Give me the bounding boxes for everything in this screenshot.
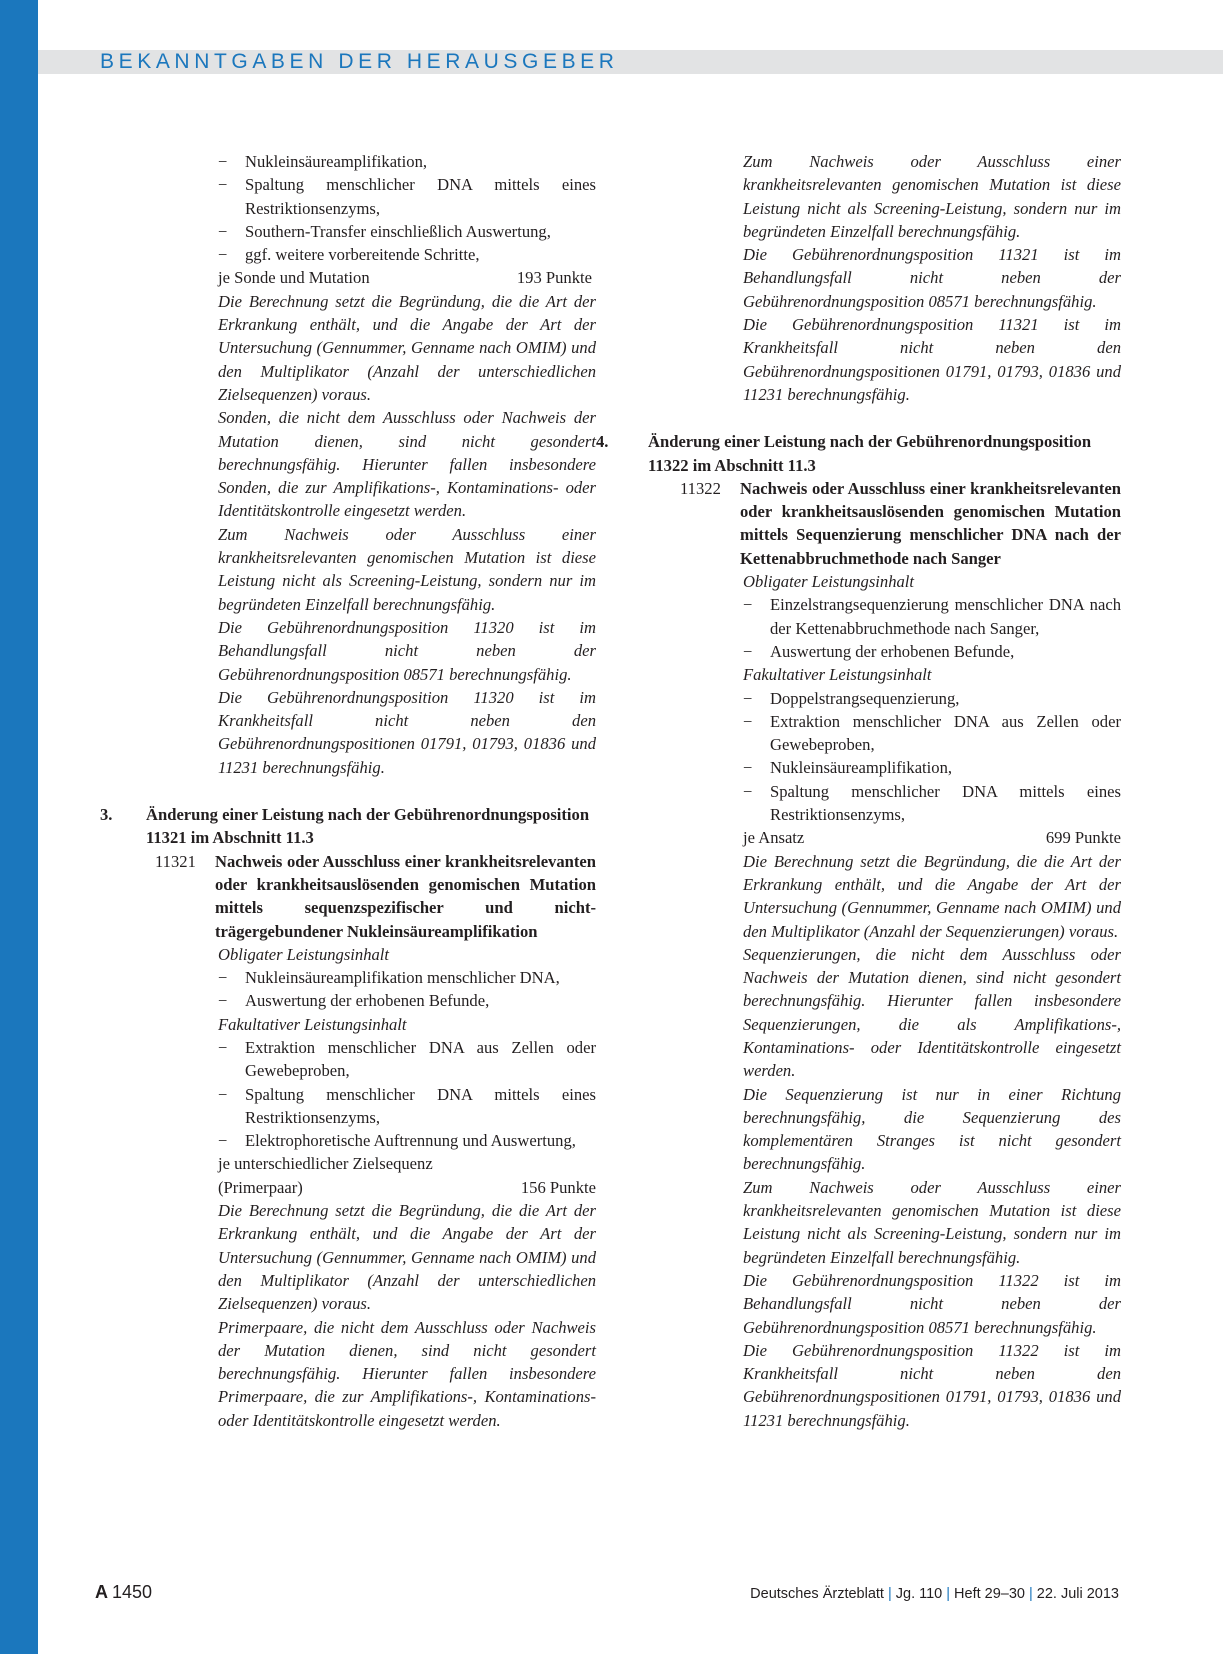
dash-marker: −	[218, 991, 228, 1011]
fakult-label: Fakultativer Leistungsinhalt	[743, 665, 932, 685]
fee-code: 11321	[155, 851, 196, 871]
note-paragraph: Die Gebührenordnungsposition 11321 ist im Krankheitsfall nicht neben den Gebührenordnungspositionen 01791, 01793, 01836 und 11231 berechnungsfähig.	[743, 315, 1121, 404]
note-paragraph: Die Gebührenordnungsposition 11321 ist im Behandlungsfall nicht neben der Gebührenordnungsposition 08571 berechnungsfähig.	[743, 245, 1121, 311]
dash-marker: −	[743, 688, 753, 708]
fakult-label: Fakultativer Leistungsinhalt	[218, 1014, 407, 1034]
separator: |	[946, 1586, 951, 1602]
page-number-value: 1450	[112, 1582, 153, 1602]
separator: |	[1028, 1586, 1033, 1602]
dash-marker: −	[743, 711, 753, 731]
dash-marker: −	[743, 758, 753, 778]
fee-code-title: Nachweis oder Ausschluss einer krankheitsrelevanten oder krankheitsauslösenden genomischen Mutation mittels Sequenzierung menschlicher DNA nach der Kettenabbruchmethode nach Sanger	[740, 478, 1121, 568]
list-item: − Nukleinsäureamplifikation,	[218, 150, 596, 173]
section-title: Änderung einer Leistung nach der Gebührenordnungsposition 11321 im Abschnitt 11.3	[146, 805, 590, 848]
separator: |	[887, 1586, 892, 1602]
points-value: 193 Punkte	[516, 268, 592, 288]
section-number: 3.	[100, 805, 113, 825]
page-prefix: A	[95, 1582, 108, 1602]
list-item: − Southern-Transfer einschließlich Auswertung,	[218, 220, 596, 243]
dash-marker: −	[218, 1084, 228, 1104]
note-paragraph: Die Berechnung setzt die Begründung, die die Art der Erkrankung enthält, und die Angabe der Art der Untersuchung (Gennummer, Genname nach OMIM) und den Multiplikator (Anzahl der unterschiedlichen Zielsequenzen) voraus.	[218, 1201, 596, 1314]
points-value: 156 Punkte	[520, 1177, 596, 1197]
dash-marker: −	[218, 1037, 228, 1057]
unit-label: je Sonde und Mutation	[218, 268, 370, 288]
points-line	[218, 266, 596, 289]
list-item: − Spaltung menschlicher DNA mittels eines Restriktionsenzyms,	[218, 1083, 596, 1130]
dash-marker: −	[743, 595, 753, 615]
section-title: Änderung einer Leistung nach der Gebührenordnungsposition 11322 im Abschnitt 11.3	[648, 432, 1092, 475]
fee-code-title: Nachweis oder Ausschluss einer krankheitsrelevanten oder krankheitsauslösenden genomischen Mutation mittels sequenzspezifischer und nicht-trägergebundener Nukleinsäureamplifikation	[215, 851, 596, 941]
list-item: − Spaltung menschlicher DNA mittels eines Restriktionsenzyms,	[218, 173, 596, 220]
points-line	[218, 1176, 596, 1199]
list-item: − Spaltung menschlicher DNA mittels eines Restriktionsenzyms,	[743, 780, 1121, 827]
unit-label-cont: (Primerpaar)	[218, 1177, 303, 1197]
left-column	[100, 150, 596, 1432]
fee-code-entry	[155, 850, 596, 943]
section-heading-4	[596, 430, 1121, 477]
unit-label: je unterschiedlicher Zielsequenz	[218, 1154, 433, 1174]
section-heading-3	[100, 803, 596, 850]
list-item: − Auswertung der erhobenen Befunde,	[218, 989, 596, 1012]
list-item: − Auswertung der erhobenen Befunde,	[743, 640, 1121, 663]
unit-label: je Ansatz	[743, 828, 805, 848]
note-paragraph: Die Gebührenordnungsposition 11320 ist im Krankheitsfall nicht neben den Gebührenordnungspositionen 01791, 01793, 01836 und 11231 berechnungsfähig.	[218, 687, 596, 777]
note-paragraph: Die Berechnung setzt die Begründung, die die Art der Erkrankung enthält, und die Angabe der Art der Untersuchung (Gennummer, Genname nach OMIM) und den Multiplikator (Anzahl der Sequenzierungen) voraus.	[743, 851, 1121, 941]
list-item: − Extraktion menschlicher DNA aus Zellen oder Gewebeproben,	[743, 710, 1121, 757]
journal-issue: Heft 29–30	[954, 1586, 1025, 1602]
dash-marker: −	[218, 221, 228, 241]
note-paragraph: Die Gebührenordnungsposition 11322 ist im Krankheitsfall nicht neben den Gebührenordnungspositionen 01791, 01793, 01836 und 11231 berechnungsfähig.	[743, 1340, 1121, 1430]
publication-info	[750, 1586, 1119, 1602]
list-item: − Doppelstrangsequenzierung,	[743, 687, 1121, 710]
note-paragraph: Die Gebührenordnungsposition 11320 ist im Behandlungsfall nicht neben der Gebührenordnungsposition 08571 berechnungsfähig.	[218, 617, 596, 684]
dash-marker: −	[218, 175, 228, 195]
note-paragraph: Sequenzierungen, die nicht dem Ausschluss oder Nachweis der Mutation dienen, sind nicht gesondert berechnungsfähig. Hierunter fallen insbesondere Sequenzierungen, die als Amplifikations-, Kontaminations- oder Identitätskontrolle eingesetzt werden.	[743, 944, 1121, 1081]
list-item: − Einzelstrangsequenzierung menschlicher DNA nach der Kettenabbruchmethode nach Sanger,	[743, 593, 1121, 640]
list-item: − ggf. weitere vorbereitende Schritte,	[218, 243, 596, 266]
journal-volume: Jg. 110	[895, 1586, 943, 1602]
list-item: − Nukleinsäureamplifikation,	[743, 756, 1121, 779]
section-header-title: BEKANNTGABEN DER HERAUSGEBER	[100, 50, 619, 73]
note-paragraph: Die Gebührenordnungsposition 11322 ist im Behandlungsfall nicht neben der Gebührenordnungsposition 08571 berechnungsfähig.	[743, 1270, 1121, 1337]
section-number: 4.	[596, 432, 609, 452]
page-number	[95, 1582, 152, 1603]
note-paragraph: Zum Nachweis oder Ausschluss einer krankheitsrelevanten genomischen Mutation ist diese Leistung nicht als Screening-Leistung, sondern nur im begründeten Einzelfall berechnungsfähig.	[743, 152, 1121, 241]
note-paragraph: Zum Nachweis oder Ausschluss einer krankheitsrelevanten genomischen Mutation ist diese Leistung nicht als Screening-Leistung, sondern nur im begründeten Einzelfall berechnungsfähig.	[743, 1177, 1121, 1267]
journal-date: 22. Juli 2013	[1036, 1586, 1119, 1602]
list-item: − Elektrophoretische Auftrennung und Auswertung,	[218, 1129, 596, 1152]
note-paragraph: Sonden, die nicht dem Ausschluss oder Nachweis der Mutation dienen, sind nicht gesondert berechnungsfähig. Hierunter fallen insbesondere Sonden, die zur Amplifikations-, Kontaminations- oder Identitätskontrolle eingesetzt werden.	[218, 408, 596, 521]
note-paragraph: Primerpaare, die nicht dem Ausschluss oder Nachweis der Mutation dienen, sind nicht gesondert berechnungsfähig. Hierunter fallen insbesondere Primerpaare, die zur Amplifikations-, Kontaminations- oder Identitätskontrolle eingesetzt werden.	[218, 1317, 596, 1430]
fee-code-entry	[680, 477, 1121, 570]
list-item: − Nukleinsäureamplifikation menschlicher DNA,	[218, 966, 596, 989]
points-value: 699 Punkte	[1045, 828, 1121, 848]
fee-code: 11322	[680, 478, 721, 498]
dash-marker: −	[743, 641, 753, 661]
note-paragraph: Die Berechnung setzt die Begründung, die die Art der Erkrankung enthält, und die Angabe der Art der Untersuchung (Gennummer, Genname nach OMIM) und den Multiplikator (Anzahl der unterschiedlichen Zielsequenzen) voraus.	[218, 291, 596, 404]
right-column	[596, 150, 1121, 1432]
obligat-label: Obligater Leistungsinhalt	[743, 572, 915, 592]
dash-marker: −	[218, 1131, 228, 1151]
note-paragraph: Zum Nachweis oder Ausschluss einer krankheitsrelevanten genomischen Mutation ist diese Leistung nicht als Screening-Leistung, sondern nur im begründeten Einzelfall berechnungsfähig.	[218, 524, 596, 614]
journal-name: Deutsches Ärzteblatt	[750, 1586, 884, 1602]
points-line	[743, 826, 1121, 849]
dash-marker: −	[218, 968, 228, 988]
left-accent-bar	[0, 0, 38, 1654]
list-item: − Extraktion menschlicher DNA aus Zellen oder Gewebeproben,	[218, 1036, 596, 1083]
dash-marker: −	[743, 781, 753, 801]
dash-marker: −	[218, 152, 228, 171]
note-paragraph: Die Sequenzierung ist nur in einer Richtung berechnungsfähig, die Sequenzierung des komplementären Stranges ist nicht gesondert berechnungsfähig.	[743, 1084, 1121, 1174]
obligat-label: Obligater Leistungsinhalt	[218, 944, 390, 964]
dash-marker: −	[218, 245, 228, 265]
